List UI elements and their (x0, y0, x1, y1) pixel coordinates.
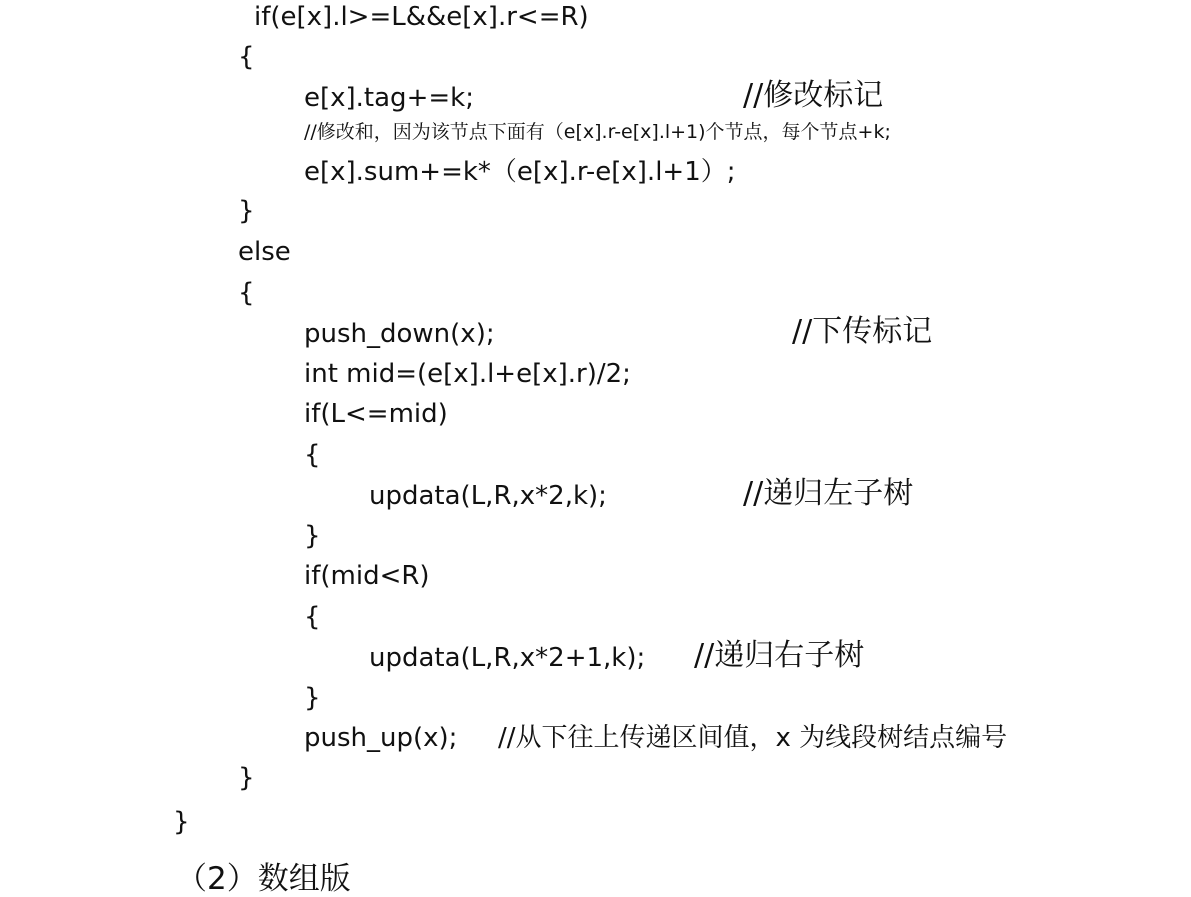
code-line-mid: int mid=(e[x].l+e[x].r)/2; (304, 359, 631, 389)
comment-left: //递归左子树 (743, 476, 914, 511)
code-brace-open: { (238, 42, 255, 72)
code-line-tag-update: e[x].tag+=k; (304, 83, 474, 113)
code-line-push-down: push_down(x); (304, 319, 495, 349)
code-line-push-up: push_up(x); (304, 723, 458, 753)
code-brace-close: } (238, 196, 255, 226)
code-brace-close: } (238, 763, 255, 793)
code-brace-close-function: } (173, 807, 190, 837)
comment-tag: //修改标记 (743, 78, 884, 113)
code-line-updata-left: updata(L,R,x*2,k); (369, 481, 607, 511)
comment-sum: //修改和，因为该节点下面有（e[x].r-e[x].l+1)个节点，每个节点+k; (304, 121, 891, 143)
code-line-updata-right: updata(L,R,x*2+1,k); (369, 643, 646, 673)
code-brace-open: { (304, 602, 321, 632)
code-brace-close: } (304, 683, 321, 713)
code-line-if-left: if(L<=mid) (304, 399, 448, 429)
code-brace-open: { (304, 440, 321, 470)
code-brace-close: } (304, 521, 321, 551)
section-heading: （2）数组版 (176, 861, 351, 897)
code-line-if-right: if(mid<R) (304, 561, 430, 591)
code-brace-open: { (238, 278, 255, 308)
code-line-if-range: if(e[x].l>=L&&e[x].r<=R) (254, 2, 589, 32)
code-else: else (238, 237, 291, 267)
comment-push-up: //从下往上传递区间值，x 为线段树结点编号 (498, 723, 1008, 753)
comment-push-down: //下传标记 (792, 314, 933, 349)
comment-right: //递归右子树 (694, 638, 865, 673)
code-line-sum-update: e[x].sum+=k*（e[x].r-e[x].l+1）; (304, 157, 736, 187)
